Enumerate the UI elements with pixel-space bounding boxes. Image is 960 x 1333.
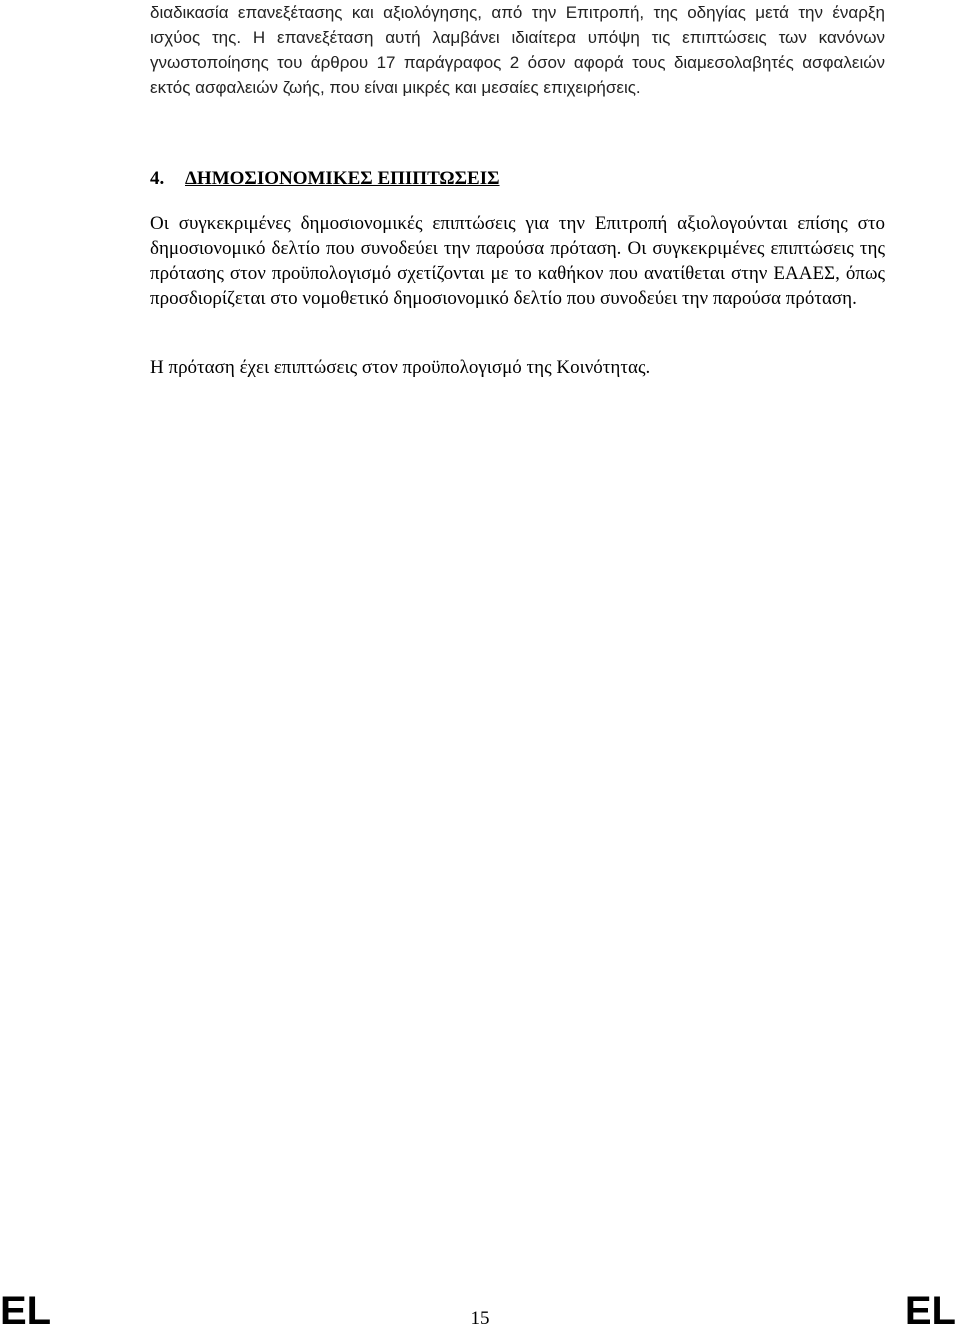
section-number: 4. [150, 168, 165, 189]
section-title: ΔΗΜΟΣΙΟΝΟΜΙΚΕΣ ΕΠΙΠΤΩΣΕΙΣ [185, 168, 500, 189]
footer-language-right: EL [904, 1289, 956, 1333]
continuation-paragraph: διαδικασία επανεξέτασης και αξιολόγησης, από την Επιτροπή, της οδηγίας μετά την έναρξη ισχύος της. Η επανεξέταση αυτή λαμβάνει ιδιαίτερα υπόψη τις επιπτώσεις των κανόνων γνωστοποίησης του άρθρου 17 παράγραφος 2 όσον αφορά τους διαμεσολαβητές ασφαλειών εκτός ασφαλειών ζωής, που είναι μικρές και μεσαίες επιχειρήσεις. [150, 3, 885, 97]
budget-impact-paragraph: Οι συγκεκριμένες δημοσιονομικές επιπτώσεις για την Επιτροπή αξιολογούνται επίσης στο δημοσιονομικό δελτίο που συνοδεύει την παρούσα πρόταση. Οι συγκεκριμένες επιπτώσεις της πρότασης στον προϋπολογισμό σχετίζονται με το καθήκον που ανατίθεται στην ΕΑΑΕΣ, όπως προσδιορίζεται στο νομοθετικό δημοσιονομικό δελτίο που συνοδεύει την παρούσα πρόταση. [150, 213, 885, 309]
community-budget-paragraph: Η πρόταση έχει επιπτώσεις στον προϋπολογισμό της Κοινότητας. [150, 357, 651, 378]
page-number: 15 [470, 1308, 490, 1329]
section-heading [150, 166, 500, 191]
footer-language-left: EL [0, 1289, 52, 1333]
